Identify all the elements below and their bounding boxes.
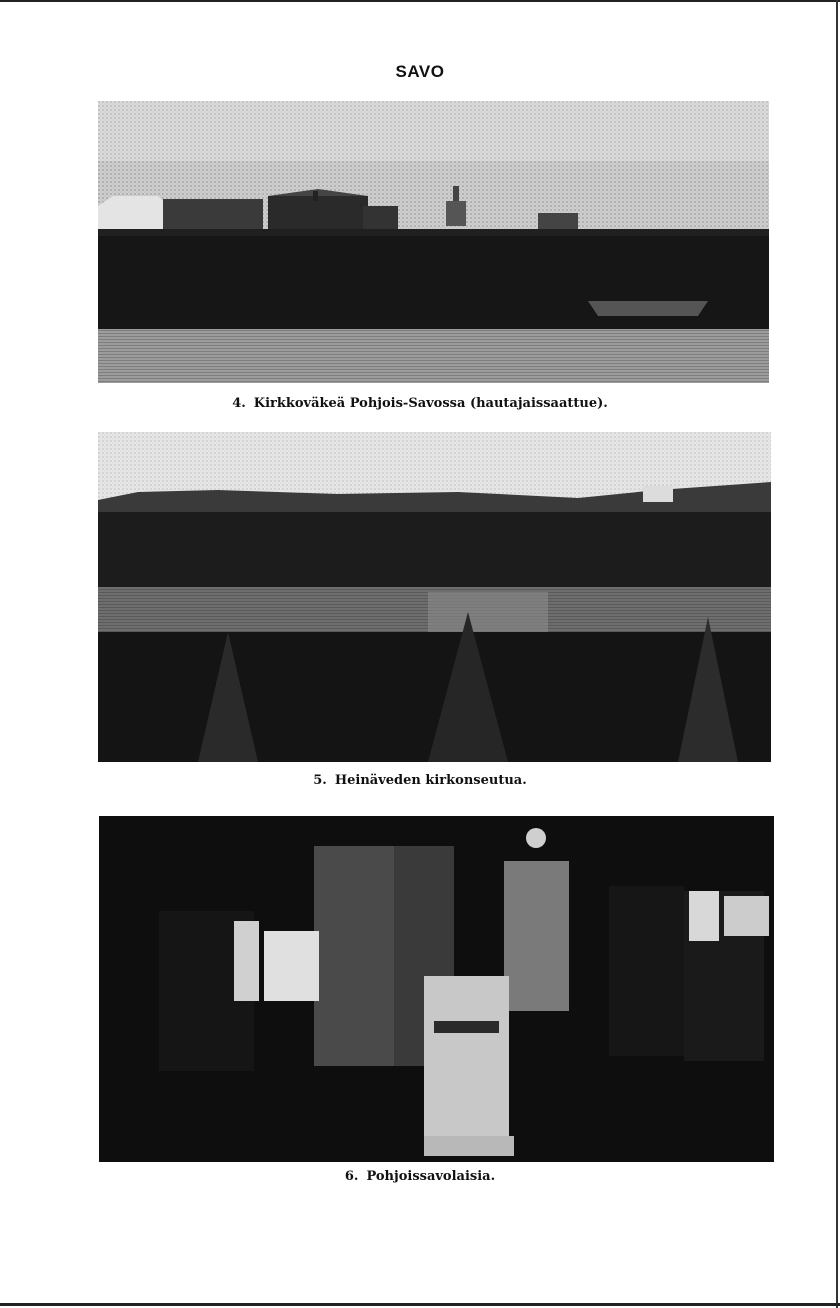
figure-5-number: 5.	[313, 773, 327, 788]
page-bottom-edge	[0, 1303, 840, 1306]
photo-group-portrait	[99, 816, 774, 1162]
figure-5-caption	[0, 773, 840, 788]
page-title: SAVO	[395, 62, 445, 81]
figure-4-caption	[0, 396, 840, 411]
page-right-edge	[836, 0, 838, 1308]
figure-6-text: Pohjoissavolaisia.	[366, 1169, 496, 1184]
figure-6-number: 6.	[344, 1169, 359, 1184]
photo-heinavesi-landscape	[98, 432, 771, 762]
photo-funeral-procession	[98, 101, 769, 383]
figure-6-caption	[0, 1169, 840, 1184]
page-top-edge	[0, 0, 840, 2]
figure-4-text: Kirkkoväkeä Pohjois-Savossa (hautajaissaattue).	[253, 396, 608, 411]
figure-4-number: 4.	[232, 396, 246, 411]
figure-5-text: Heinäveden kirkonseutua.	[334, 773, 527, 788]
